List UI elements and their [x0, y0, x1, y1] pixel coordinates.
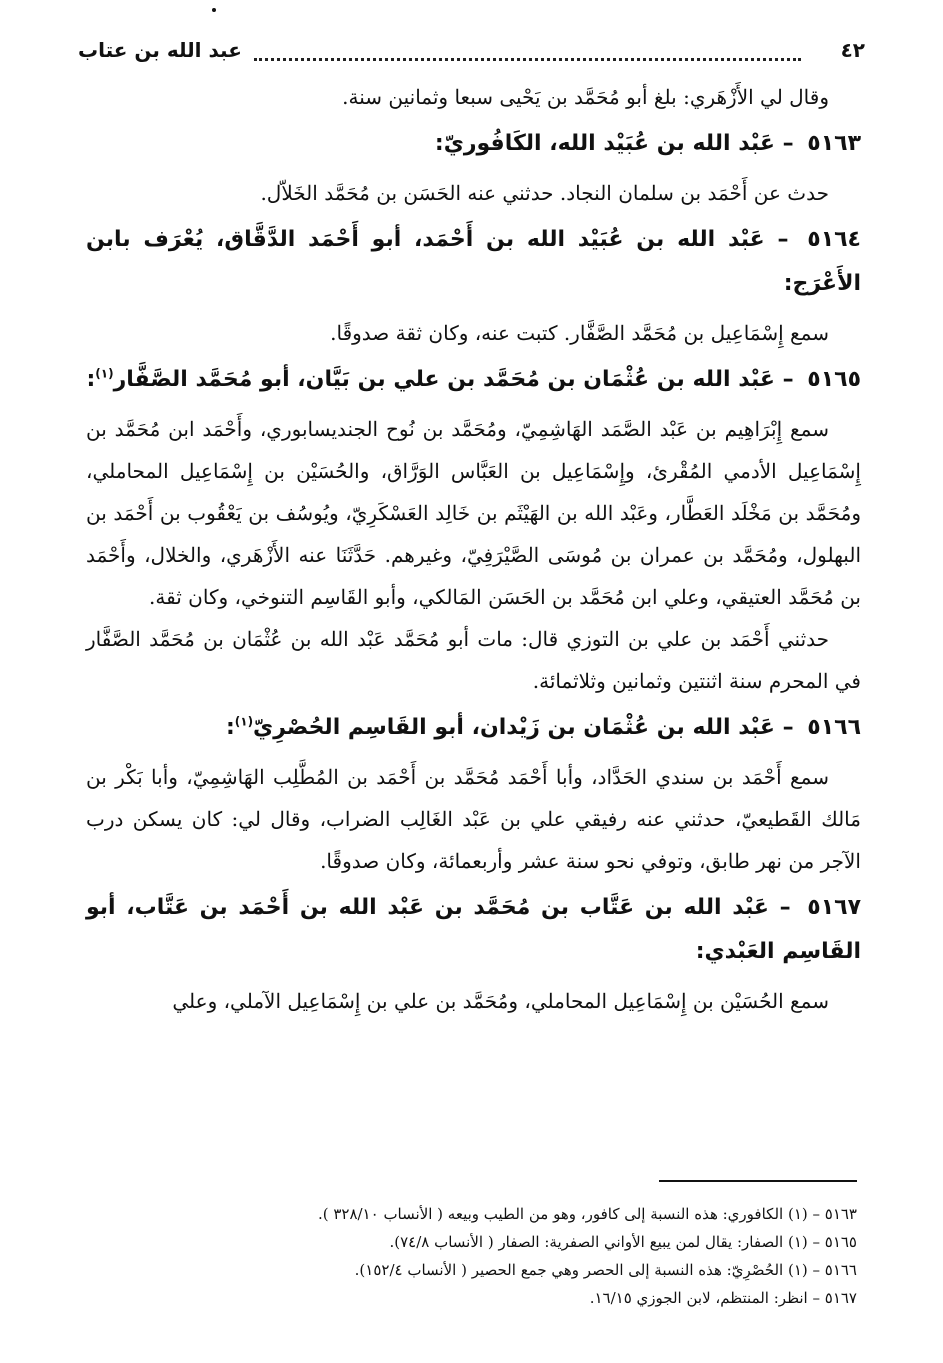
entry-number: ٥١٦٣	[807, 131, 861, 156]
footnotes	[86, 1200, 857, 1312]
entry-colon: :	[86, 367, 96, 392]
entry-heading: ٥١٦٥ – عَبْد الله بن عُثْمَان بن مُحَمَّد بن علي بن بَيَّان، أبو مُحَمَّد الصَّفَّار$^{(١)}$:	[86, 366, 861, 392]
paragraph: وقال لي الأَزْهَري: بلغ أبو مُحَمَّد بن يَحْيى سبعا وثمانين سنة.	[342, 85, 829, 109]
footnote: ٥١٦٣ – (١) الكافوري: هذه النسبة إلى كافور، وهو من الطيب وبيعه ( الأنساب ٣٢٨/١٠ ).	[317, 1205, 857, 1223]
paragraph: حدثني أَحْمَد بن علي بن التوزي قال: مات أبو مُحَمَّد عَبْد الله بن عُثْمَان بن مُحَمَّد الصَّفَّار في المحرم سنة اثنتين وثمانين وثلاثمائة.	[86, 627, 861, 693]
main-text	[86, 76, 861, 1022]
footnote-rule	[659, 1180, 857, 1182]
entry-number: ٥١٦٥	[807, 367, 861, 392]
entry-colon: :	[225, 715, 235, 740]
paragraph: حدث عن أَحْمَد بن سلمان النجاد. حدثني عنه الحَسَن بن مُحَمَّد الخَلاّل.	[260, 181, 829, 205]
running-title: عبد الله بن عتاب	[78, 38, 242, 62]
footnote-marker: (١)	[95, 366, 114, 381]
page-number: ٤٢	[840, 38, 865, 62]
entry-number: ٥١٦٦	[807, 715, 861, 740]
footnote: ٥١٦٥ – (١) الصفار: يقال لمن يبيع الأواني الصفرية: الصفار ( الأنساب ٧٤/٨).	[389, 1233, 857, 1251]
entry-title: عَبْد الله بن عُبَيْد الله، الكَافُوريّ:	[434, 131, 775, 156]
entry-title: عَبْد الله بن عُثْمَان بن زَيْدان، أبو القَاسِم الحُصْرِيّ	[253, 715, 775, 740]
entry-number: ٥١٦٤	[807, 227, 861, 252]
ink-dot	[212, 8, 216, 12]
entry-title: عَبْد الله بن عُبَيْد الله بن أَحْمَد، أبو أَحْمَد الدَّقَّاق، يُعْرَف بابن الأَعْرَج:	[86, 227, 861, 296]
entry-title: عَبْد الله بن عَتَّاب بن مُحَمَّد بن عَبْد الله بن أَحْمَد بن عَتَّاب، أبو القَاسِم العَبْدي:	[86, 895, 861, 964]
entry-heading: ٥١٦٣ – عَبْد الله بن عُبَيْد الله، الكَافُوريّ:	[434, 131, 861, 156]
entry-heading: ٥١٦٧ – عَبْد الله بن عَتَّاب بن مُحَمَّد بن عَبْد الله بن أَحْمَد بن عَتَّاب، أبو القَاسِم العَبْدي:	[86, 895, 861, 964]
running-header	[78, 36, 865, 68]
entry-title: عَبْد الله بن عُثْمَان بن مُحَمَّد بن علي بن بَيَّان، أبو مُحَمَّد الصَّفَّار	[113, 367, 775, 392]
footnote-marker: (١)	[234, 714, 254, 729]
footnote: ٥١٦٦ – (١) الحُصْرِيّ: هذه النسبة إلى الحصر وهي جمع الحصير ( الأنساب ١٥٢/٤).	[354, 1261, 857, 1279]
entry-heading: ٥١٦٤ – عَبْد الله بن عُبَيْد الله بن أَحْمَد، أبو أَحْمَد الدَّقَّاق، يُعْرَف بابن الأَعْرَج:	[86, 227, 861, 296]
entry-heading: ٥١٦٦ – عَبْد الله بن عُثْمَان بن زَيْدان، أبو القَاسِم الحُصْرِيّ$^{(١)}$:	[225, 714, 861, 740]
footnote: ٥١٦٧ – انظر: المنتظم، لابن الجوزي ١٦/١٥.	[589, 1289, 857, 1307]
paragraph: سمع أَحْمَد بن سندي الحَدَّاد، وأبا أَحْمَد مُحَمَّد بن أَحْمَد بن المُطَّلِب الهَاشِمِيّ، وأبا بَكْر بن مَالك القَطيعيّ، حدثني عنه رفيقي علي بن عَبْد الغَالِب الضراب، وقال لي: كان يسكن درب الآجر من نهر طابق، وتوفي نحو سنة عشر وأربعمائة، وكان صدوقًا.	[86, 765, 861, 873]
header-dotted-leader	[254, 58, 801, 61]
entry-number: ٥١٦٧	[807, 895, 861, 920]
paragraph: سمع الحُسَيْن بن إِسْمَاعِيل المحاملي، ومُحَمَّد بن علي بن إِسْمَاعِيل الآملي، وعلي	[172, 989, 829, 1013]
paragraph: سمع إِسْمَاعِيل بن مُحَمَّد الصَّفَّار. كتبت عنه، وكان ثقة صدوقًا.	[330, 321, 829, 345]
paragraph: سمع إِبْرَاهِيم بن عَبْد الصَّمَد الهَاشِمِيّ، ومُحَمَّد بن نُوح الجنديسابوري، وأَحْمَد ابن مُحَمَّد بن إِسْمَاعِيل الأدمي المُقْرئ، وإِسْمَاعِيل بن العَبَّاس الوَرَّاق، والحُسَيْن بن إِسْمَاعِيل المحاملي، ومُحَمَّد بن مَخْلَد العَطَّار، وعَبْد الله بن الهَيْثَم بن خَالِد العَسْكَرِيّ، ويُوسُف بن يَعْقُوب بن أَحْمَد بن البهلول، ومُحَمَّد بن عمران بن مُوسَى الصَّيْرَفِيّ، وغيرهم. حَدَّثَنَا عنه الأَزْهَري، والخلال، وأَحْمَد بن مُحَمَّد العتيقي، وعلي ابن مُحَمَّد بن الحَسَن المَالكي، وأبو القَاسِم التنوخي، وكان ثقة.	[86, 417, 861, 609]
